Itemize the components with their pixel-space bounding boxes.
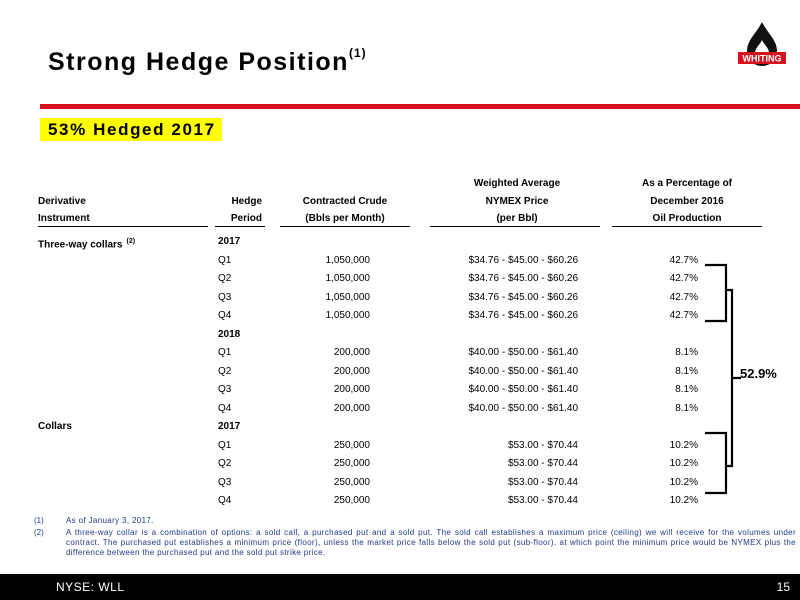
table-row-9-pct: 8.1% xyxy=(675,402,698,414)
table-row-6-volume: 200,000 xyxy=(333,347,370,358)
table-row-3-period: Q3 xyxy=(218,291,232,303)
table-row-0-instrument xyxy=(38,236,208,251)
table-row-2-pct: 42.7% xyxy=(669,273,698,284)
table-row-5-period: 2018 xyxy=(218,328,241,340)
header-underline-period xyxy=(215,226,265,227)
header-pct-line1: December 2016 xyxy=(650,196,724,207)
table-row-6-pct: 8.1% xyxy=(675,347,698,358)
table-row-1-pct: 42.7% xyxy=(669,254,698,266)
table-row-2-period: Q2 xyxy=(218,273,232,284)
table-row-9-period: Q4 xyxy=(218,402,232,414)
table-row-8-volume: 200,000 xyxy=(333,384,370,395)
hedged-callout: 53% Hedged 2017 xyxy=(40,118,222,141)
table-row-7-pct: 8.1% xyxy=(675,365,698,377)
table-row-8-price: $40.00 - $50.00 - $61.40 xyxy=(468,384,578,395)
logo-text: WHITING xyxy=(742,53,782,64)
header-derivative-line2: Instrument xyxy=(38,213,90,224)
table-row-0-instrument-text: Three-way collars xyxy=(38,239,123,251)
table-row-11-volume: 250,000 xyxy=(333,439,370,451)
header-price-line0: Weighted Average xyxy=(473,178,561,189)
table-row-14-price: $53.00 - $70.44 xyxy=(507,495,578,506)
header-pct-line2: Oil Production xyxy=(652,213,722,224)
table-row-13-period: Q3 xyxy=(218,476,232,488)
table-row-6-price: $40.00 - $50.00 - $61.40 xyxy=(468,347,578,358)
table-row-4-pct: 42.7% xyxy=(669,310,698,321)
whiting-logo xyxy=(738,20,786,84)
header-price-line1: NYMEX Price xyxy=(485,196,549,207)
header-underline-pct xyxy=(612,226,762,227)
table-row-7-period: Q2 xyxy=(218,365,232,377)
footnote-2-text: A three-way collar is a combination of options: a sold call, a purchased put and a sold put. The sold call establishes a maximum price (ceiling) we will receive for the volumes under contract. The purchased put establishes a minimum price (floor), unless the market price falls below the sold put (sub-floor), at which point the minimum price would be NYMEX plus the difference between the purchased put and the sold put strike price. xyxy=(66,528,796,557)
footnote-2-number: (2) xyxy=(34,528,44,537)
header-price-line2: (per Bbl) xyxy=(496,213,538,224)
table-row-14-volume: 250,000 xyxy=(333,495,370,506)
table-row-9-price: $40.00 - $50.00 - $61.40 xyxy=(468,402,578,414)
page-title xyxy=(48,45,367,77)
table-row-13-volume: 250,000 xyxy=(333,476,370,488)
footnote-1-number: (1) xyxy=(34,516,44,525)
header-hedge-line2: Period xyxy=(230,213,262,224)
header-hedge-line1: Hedge xyxy=(231,196,262,207)
table-row-9-volume: 200,000 xyxy=(333,402,370,414)
page-title-text: Strong Hedge Position xyxy=(48,48,349,76)
header-derivative-line1: Derivative xyxy=(38,196,86,207)
bracket-2017-total xyxy=(715,288,743,468)
table-row-1-price: $34.76 - $45.00 - $60.26 xyxy=(468,254,578,266)
footnote-2 xyxy=(34,528,800,560)
header-underline-crude xyxy=(280,226,410,227)
table-row-13-pct: 10.2% xyxy=(669,476,698,488)
table-row-1-volume: 1,050,000 xyxy=(325,254,370,266)
table-row-10-instrument: Collars xyxy=(38,421,72,432)
table-row-14-pct: 10.2% xyxy=(669,495,698,506)
table-row-14-period: Q4 xyxy=(218,495,232,506)
table-row-12-period: Q2 xyxy=(218,458,232,469)
table-row-12-volume: 250,000 xyxy=(333,458,370,469)
table-row-10-period: 2017 xyxy=(218,421,241,432)
table-row-12-price: $53.00 - $70.44 xyxy=(507,458,578,469)
table-row-4-price: $34.76 - $45.00 - $60.26 xyxy=(468,310,578,321)
table-row-4-volume: 1,050,000 xyxy=(325,310,370,321)
table-row-7-volume: 200,000 xyxy=(333,365,370,377)
header-underline-price xyxy=(430,226,600,227)
table-row-11-pct: 10.2% xyxy=(669,439,698,451)
title-rule xyxy=(40,104,800,109)
table-row-12-pct: 10.2% xyxy=(669,458,698,469)
page-number: 15 xyxy=(776,580,790,594)
table-row-3-pct: 42.7% xyxy=(669,291,698,303)
table-row-2-price: $34.76 - $45.00 - $60.26 xyxy=(468,273,578,284)
title-footnote-ref: (1) xyxy=(348,45,367,60)
table-row-1-period: Q1 xyxy=(218,254,232,266)
table-row-13-price: $53.00 - $70.44 xyxy=(507,476,578,488)
footnote-1 xyxy=(34,516,800,526)
table-row-0-period: 2017 xyxy=(218,236,241,247)
total-hedged-label: 52.9% xyxy=(740,366,777,381)
table-row-2-volume: 1,050,000 xyxy=(325,273,370,284)
header-crude-line1: Contracted Crude xyxy=(302,196,388,207)
table-row-11-price: $53.00 - $70.44 xyxy=(507,439,578,451)
header-crude-line2: (Bbls per Month) xyxy=(305,213,385,224)
table-row-0-footnote-ref: (2) xyxy=(126,238,136,245)
table-row-7-price: $40.00 - $50.00 - $61.40 xyxy=(468,365,578,377)
table-row-3-price: $34.76 - $45.00 - $60.26 xyxy=(468,291,578,303)
table-row-8-period: Q3 xyxy=(218,384,232,395)
table-row-6-period: Q1 xyxy=(218,347,232,358)
footnote-1-text: As of January 3, 2017. xyxy=(66,516,154,525)
header-underline-instrument xyxy=(38,226,208,227)
table-row-11-period: Q1 xyxy=(218,439,232,451)
table-row-3-volume: 1,050,000 xyxy=(325,291,370,303)
header-pct-line0: As a Percentage of xyxy=(641,178,733,189)
table-row-4-period: Q4 xyxy=(218,310,232,321)
table-row-8-pct: 8.1% xyxy=(675,384,698,395)
footer-ticker: NYSE: WLL xyxy=(56,580,125,594)
